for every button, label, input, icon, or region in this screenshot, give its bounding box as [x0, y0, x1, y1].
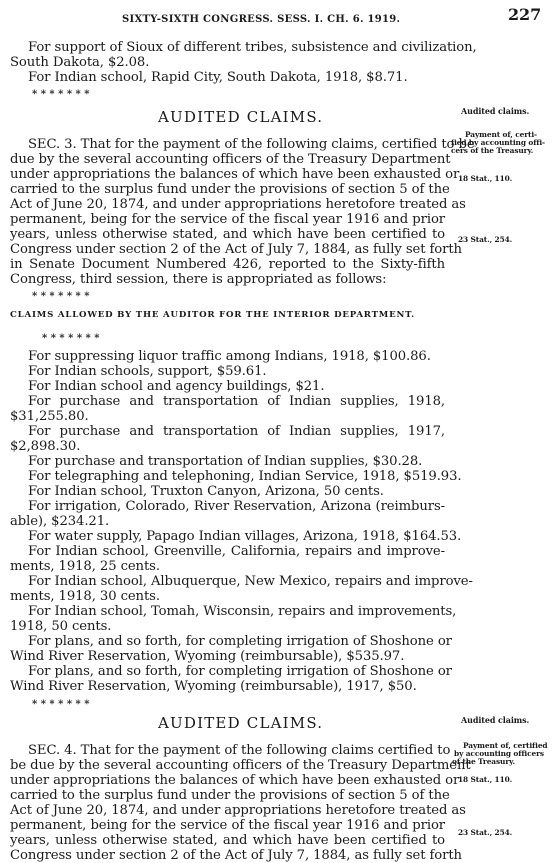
- claim-line: ments, 1918, 30 cents.: [10, 589, 160, 604]
- margin-note-line: by accounting officers: [454, 749, 544, 758]
- claim-line: For telegraphing and telephoning, Indian Service, 1918, $519.93.: [28, 469, 462, 484]
- paragraph-line: SEC. 4. That for the payment of the following claims certified to: [28, 743, 451, 758]
- paragraph-line: carried to the surplus fund under the provisions of section 5 of the: [10, 788, 450, 803]
- claim-line: 1918, 50 cents.: [10, 619, 112, 634]
- paragraph-line: permanent, being for the service of the fiscal year 1916 and prior: [10, 818, 445, 833]
- paragraph-line: permanent, being for the service of the fiscal year 1916 and prior: [10, 212, 445, 227]
- claim-line: For water supply, Papago Indian villages, Arizona, 1918, $164.53.: [28, 529, 462, 544]
- subsection-heading: CLAIMS ALLOWED BY THE AUDITOR FOR THE INTERIOR DEPARTMENT.: [10, 310, 415, 320]
- margin-citation: 23 Stat., 254.: [458, 235, 513, 244]
- section-heading: AUDITED CLAIMS.: [158, 108, 324, 126]
- claim-line: For plans, and so forth, for completing irrigation of Shoshone or: [28, 634, 452, 649]
- star-separator: * * * * * * *: [32, 89, 90, 100]
- claim-line: For Indian school and agency buildings, $21.: [28, 379, 325, 394]
- paragraph-line: Congress under section 2 of the Act of July 7, 1884, as fully set forth: [10, 848, 462, 863]
- claim-line: For irrigation, Colorado, River Reservation, Arizona (reimburs-: [28, 499, 445, 514]
- paragraph-line: Act of June 20, 1874, and under appropriations heretofore treated as: [10, 197, 466, 212]
- claim-line: For plans, and so forth, for completing irrigation of Shoshone or: [28, 664, 452, 679]
- paragraph-line: in Senate Document Numbered 426, reported to the Sixty-fifth: [10, 257, 445, 272]
- margin-note-line: of the Treasury.: [452, 757, 515, 766]
- star-separator: * * * * * * *: [42, 333, 100, 344]
- margin-citation: 23 Stat., 254.: [458, 828, 513, 837]
- paragraph-line: South Dakota, $2.08.: [10, 55, 150, 70]
- paragraph-line: For support of Sioux of different tribes, subsistence and civilization,: [28, 40, 477, 55]
- claim-line: ments, 1918, 25 cents.: [10, 559, 160, 574]
- margin-citation: 18 Stat., 110.: [458, 775, 513, 784]
- claim-line: For Indian schools, support, $59.61.: [28, 364, 267, 379]
- margin-heading: Audited claims.: [461, 715, 530, 725]
- claim-line: For purchase and transportation of Indian supplies, $30.28.: [28, 454, 423, 469]
- paragraph-line: years, unless otherwise stated, and which have been certified to: [10, 227, 445, 242]
- margin-note-line: fied by accounting offi-: [451, 138, 546, 147]
- claim-line: For suppressing liquor traffic among Indians, 1918, $100.86.: [28, 349, 431, 364]
- claim-line: $2,898.30.: [10, 439, 81, 454]
- star-separator: * * * * * * *: [32, 291, 90, 302]
- claim-line: For Indian school, Albuquerque, New Mexico, repairs and improve-: [28, 574, 473, 589]
- paragraph-line: Congress under section 2 of the Act of July 7, 1884, as fully set forth: [10, 242, 462, 257]
- margin-note-line: Payment of, certified: [463, 741, 548, 750]
- page-number: 227: [508, 5, 542, 24]
- paragraph-line: Act of June 20, 1874, and under appropriations heretofore treated as: [10, 803, 466, 818]
- running-head: SIXTY-SIXTH CONGRESS. SESS. I. CH. 6. 1919.: [122, 14, 401, 25]
- claim-line: For Indian school, Truxton Canyon, Arizona, 50 cents.: [28, 484, 384, 499]
- paragraph-line: under appropriations the balances of which have been exhausted or: [10, 167, 460, 182]
- margin-citation: 18 Stat., 110.: [458, 174, 513, 183]
- paragraph-line: under appropriations the balances of which have been exhausted or: [10, 773, 460, 788]
- star-separator: * * * * * * *: [32, 699, 90, 710]
- claim-line: For Indian school, Greenville, California, repairs and improve-: [28, 544, 445, 559]
- claim-line: For purchase and transportation of Indian supplies, 1917,: [28, 424, 445, 439]
- section-heading: AUDITED CLAIMS.: [158, 714, 324, 732]
- paragraph-line: due by the several accounting officers of the Treasury Department: [10, 152, 451, 167]
- claim-line: Wind River Reservation, Wyoming (reimbursable), 1917, $50.: [10, 679, 417, 694]
- claim-line: able), $234.21.: [10, 514, 110, 529]
- margin-note-line: Payment of, certi-: [465, 130, 538, 139]
- paragraph-line: years, unless otherwise stated, and which have been certified to: [10, 833, 445, 848]
- paragraph-line: carried to the surplus fund under the provisions of section 5 of the: [10, 182, 450, 197]
- paragraph-line: be due by the several accounting officers of the Treasury Department: [10, 758, 471, 773]
- claim-line: For Indian school, Tomah, Wisconsin, repairs and improvements,: [28, 604, 457, 619]
- claim-line: For purchase and transportation of Indian supplies, 1918,: [28, 394, 445, 409]
- margin-heading: Audited claims.: [461, 106, 530, 116]
- claim-line: $31,255.80.: [10, 409, 89, 424]
- paragraph-line: Congress, third session, there is appropriated as follows:: [10, 272, 387, 287]
- paragraph-line: SEC. 3. That for the payment of the following claims, certified to be: [28, 137, 475, 152]
- paragraph-line: For Indian school, Rapid City, South Dakota, 1918, $8.71.: [28, 70, 408, 85]
- margin-note-line: cers of the Treasury.: [451, 146, 534, 155]
- claim-line: Wind River Reservation, Wyoming (reimbursable), $535.97.: [10, 649, 405, 664]
